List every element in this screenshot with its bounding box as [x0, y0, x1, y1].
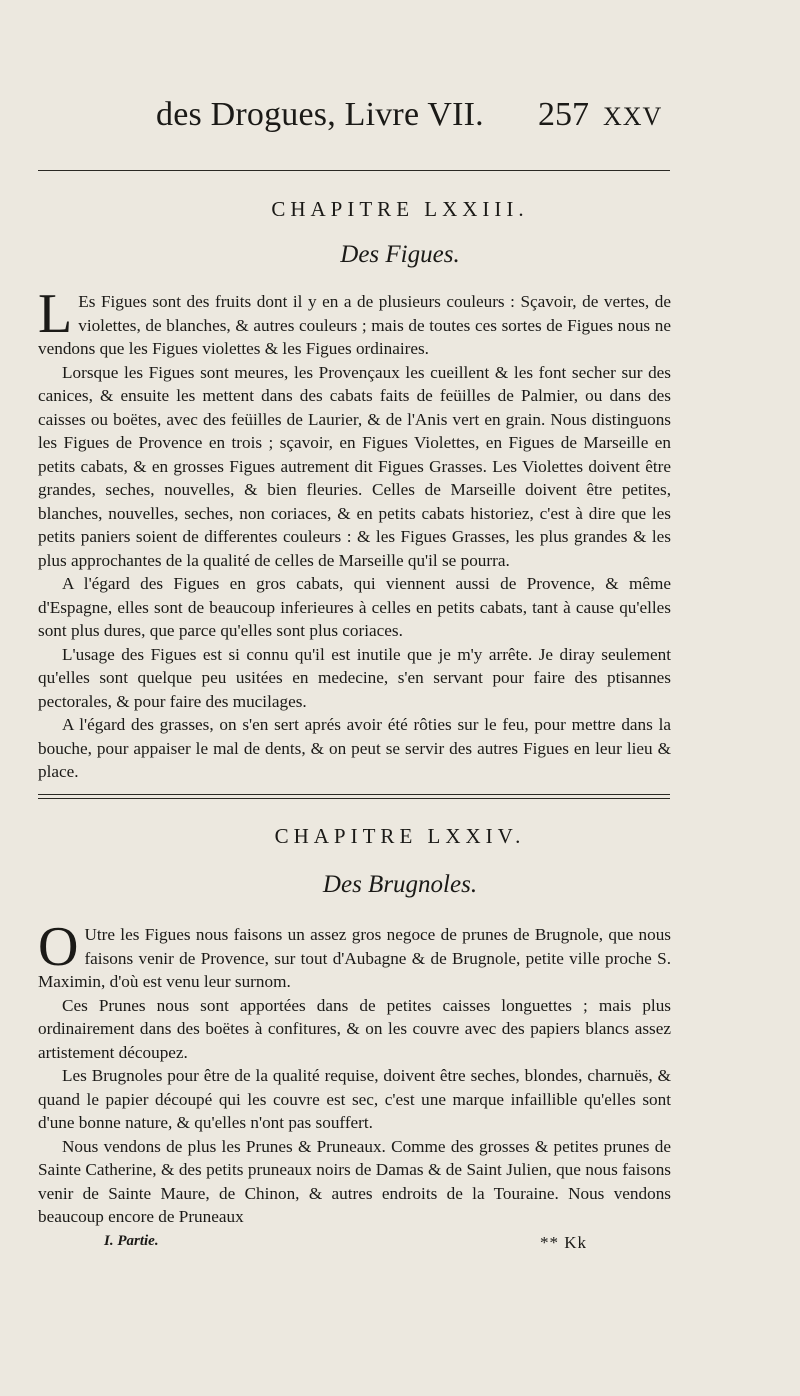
chapter-rule [38, 794, 670, 799]
running-title: des Drogues, Livre VII. [156, 96, 484, 133]
page-footer [0, 1233, 800, 1263]
page-number: 257 [538, 96, 589, 133]
paragraph: L'usage des Figues est si connu qu'il est inutile que je m'y arrête. Je diray seulement qu'elles sont quelque peu usitées en medecine, s'en servant pour faire des ptisannes pectorales, & pour faire des mucilages. [38, 644, 671, 711]
paragraph: Ces Prunes nous sont apportées dans de petites caisses longuettes ; mais plus ordinairement dans des boëtes à confitures, & on les couvre avec des papiers blancs assez artistement découpez. [38, 995, 671, 1062]
header-rule [38, 170, 670, 171]
paragraph: O Utre les Figues nous faisons un assez gros negoce de prunes de Brugnole, que nous faisons venir de Provence, sur tout d'Aubagne & de Brugnole, petite ville proche S. Maximin, d'où est venu leur surnom. [38, 916, 671, 991]
chapter-heading: CHAPITRE LXXIII. [271, 197, 529, 221]
signature-mark: XXV [603, 102, 663, 131]
paragraph: Les Brugnoles pour être de la qualité requise, doivent être seches, blondes, charnuës, & quand le papier découpé qui les couvre est sec, c'est une marque infaillible qu'elles sont d'une bonne nature, & qu'elles n'ont pas souffert. [38, 1066, 671, 1132]
quire-signature: ** Kk [540, 1233, 588, 1252]
paragraph: L Es Figues sont des fruits dont il y en a de plusieurs couleurs : Sçavoir, de vertes, de violettes, de blanches, & autres couleurs ; mais de toutes ces sortes de Figues nous ne vendons que les Figues violettes & les Figues ordinaires. [38, 283, 671, 358]
chapter-body [38, 283, 671, 784]
drop-cap: O [38, 916, 79, 978]
chapter-title: Des Brugnoles. [322, 871, 478, 898]
page-header [0, 96, 800, 146]
chapter-heading: CHAPITRE LXXIV. [274, 824, 526, 848]
paragraph: Nous vendons de plus les Prunes & Pruneaux. Comme des grosses & petites prunes de Sainte Catherine, & des petits pruneaux noirs de Damas & de Saint Julien, que nous faisons venir de Sainte Maure, de Chinon, & autres endroits de la Touraine. Nous vendons beaucoup encore de Pruneaux [38, 1136, 671, 1226]
paragraph: A l'égard des grasses, on s'en sert aprés avoir été rôties sur le feu, pour mettre dans la bouche, pour appaiser le mal de dents, & on peut se servir des autres Figues en leur lieu & place. [38, 715, 671, 781]
paragraph: Lorsque les Figues sont meures, les Provençaux les cueillent & les font secher sur des canices, & ensuite les mettent dans des cabats faits de feüilles de Palmier, ou dans des caisses ou boëtes, avec des feüilles de Laurier, & de l'Anis vert en grain. Nous distinguons les Figues de Provence en trois ; sçavoir, en Figues Violettes, en Figues de Marseille en petits cabats, & en grosses Figues autrement dit Figues Grasses. Les Violettes doivent être grandes, seches, nouvelles, & bien fleuries. Celles de Marseille doivent être petites, blanches, nouvelles, seches, non coriaces, & en petits cabats historiez, c'est à dire que les petits paniers soient de differentes couleurs : & les Figues Grasses, les plus grandes & les plus approchantes de la qualité de celles de Marseille qu'il se pourra. [38, 362, 671, 570]
chapter-title: Des Figues. [340, 241, 460, 268]
part-label: I. Partie. [104, 1233, 159, 1249]
drop-cap: L [38, 283, 73, 345]
paragraph: A l'égard des Figues en gros cabats, qui viennent aussi de Provence, & même d'Espagne, elles sont de beaucoup inferieures à celles en petits cabats, tant à cause qu'elles sont plus dures, que parce qu'elles sont plus coriaces. [38, 574, 671, 640]
chapter-body [38, 916, 671, 1229]
